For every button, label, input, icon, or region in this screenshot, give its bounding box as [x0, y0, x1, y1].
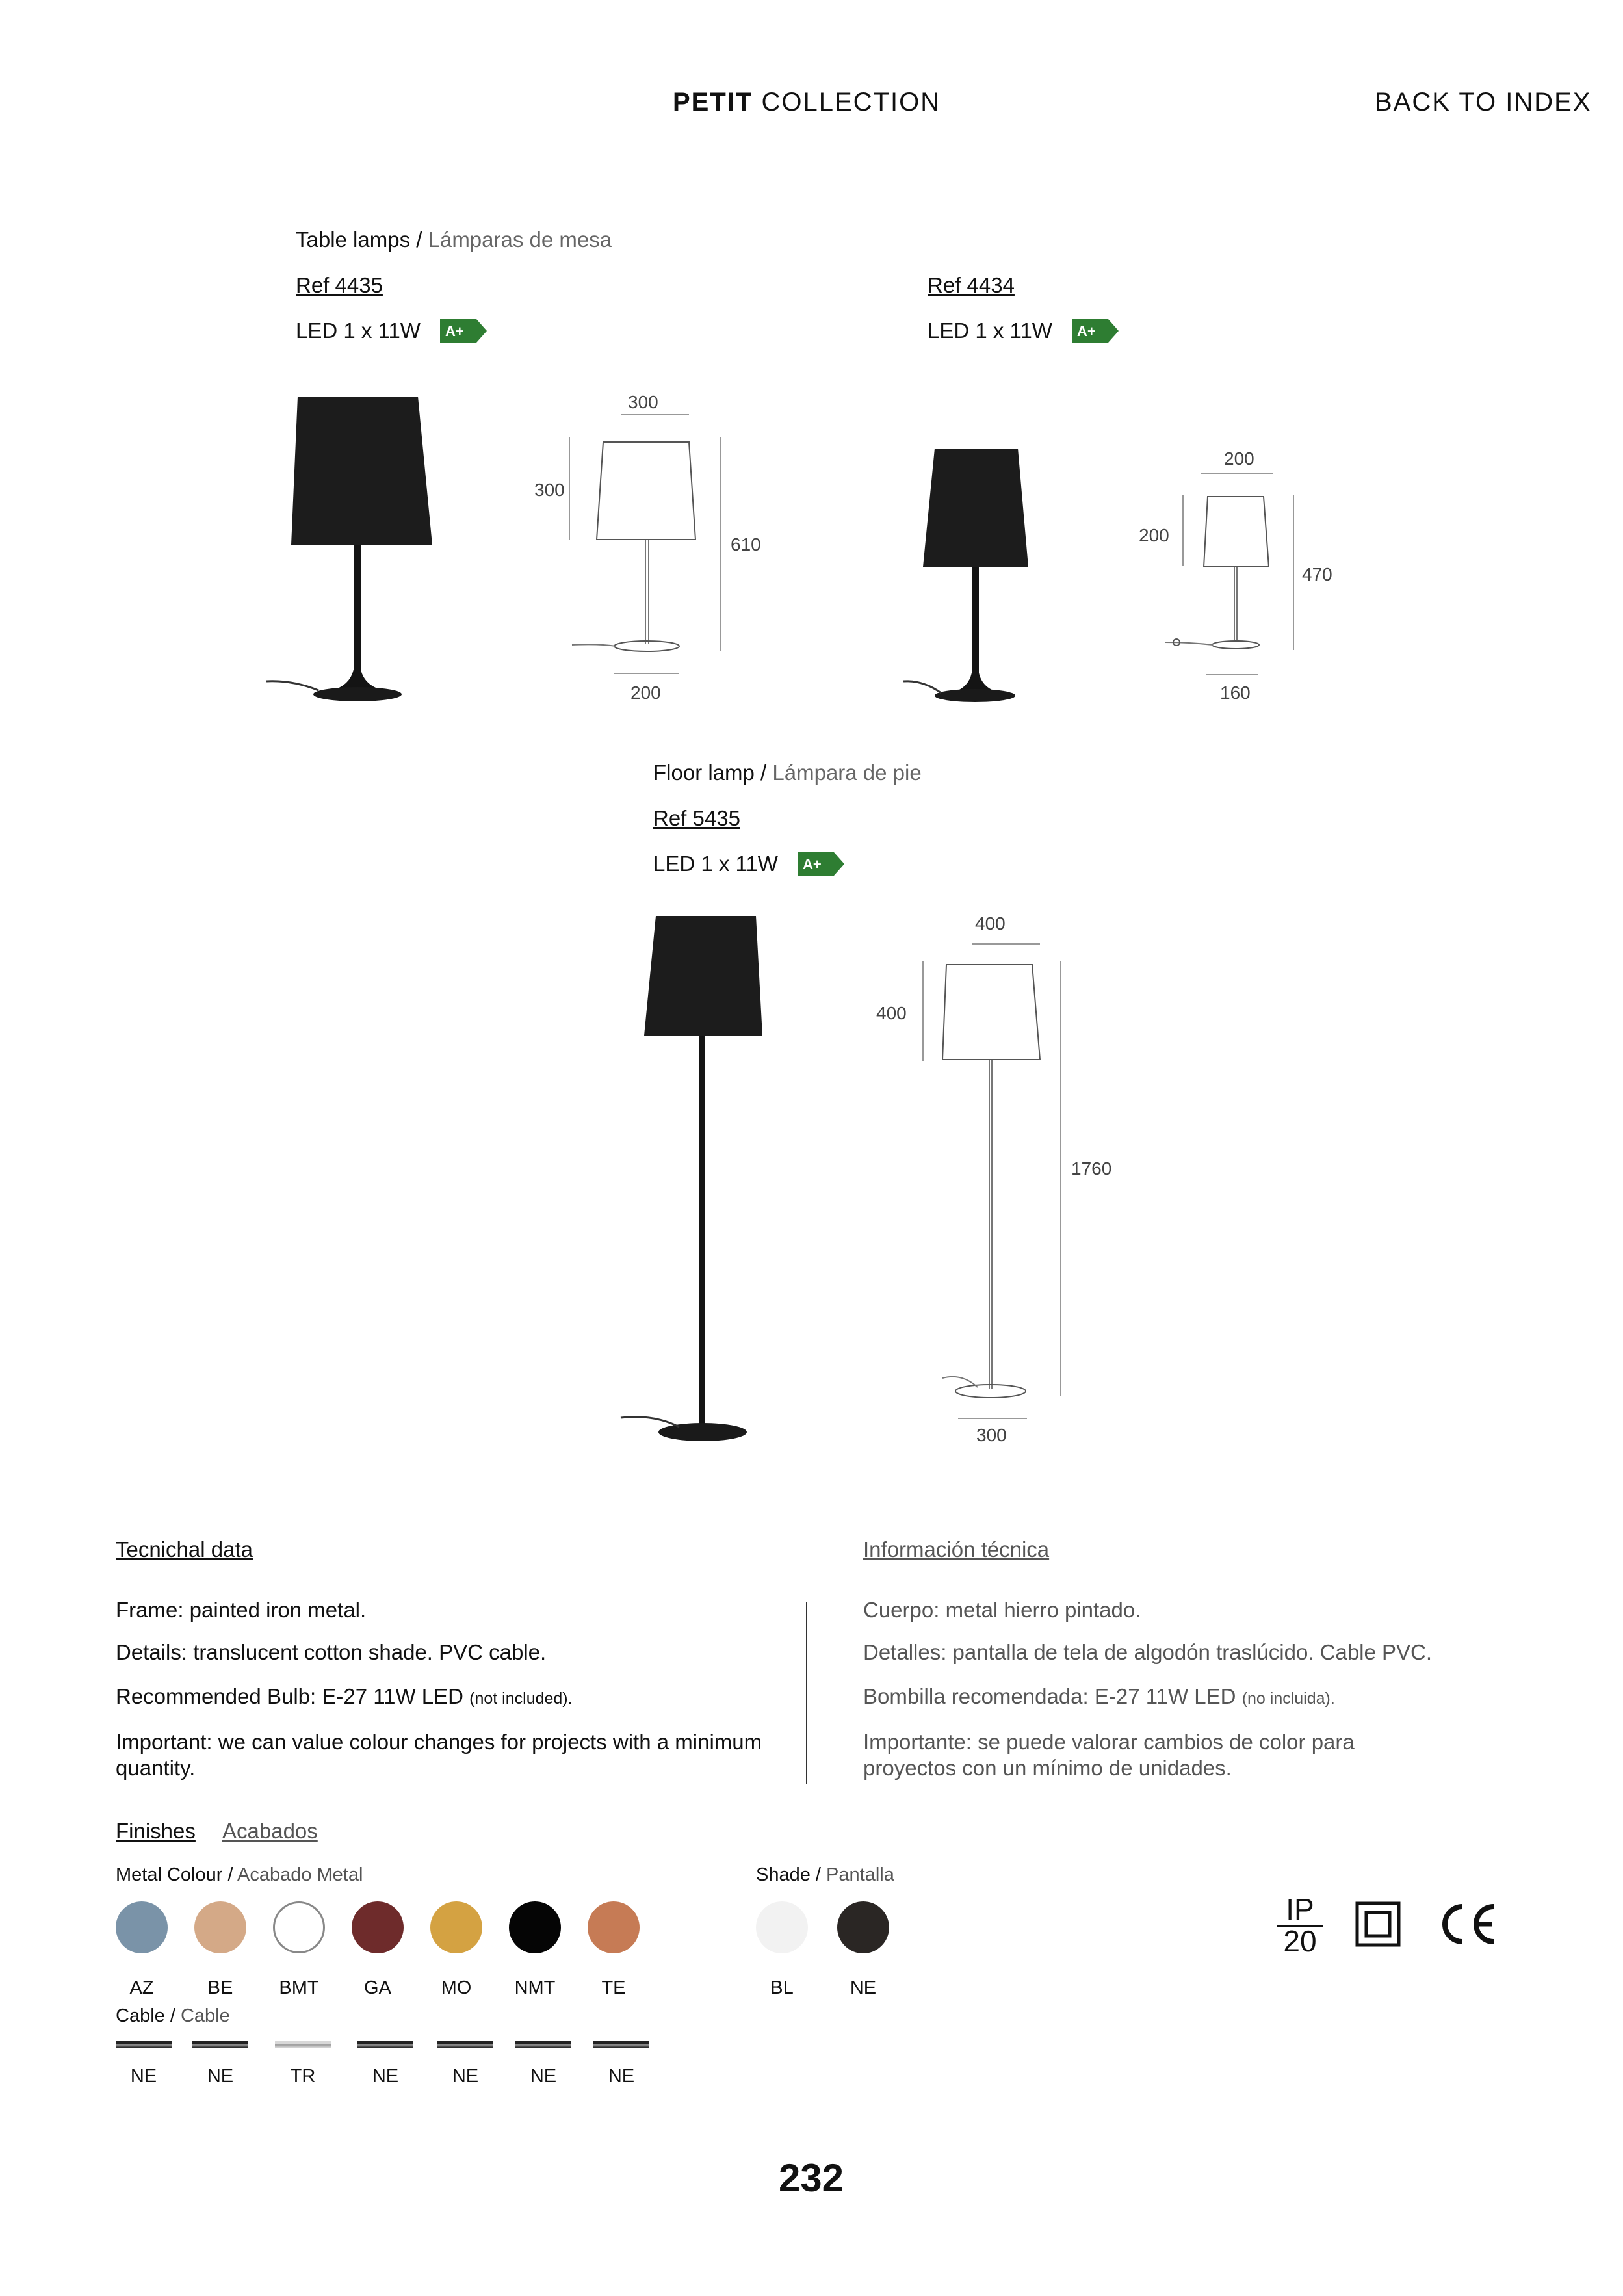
dim-base: 300: [976, 1425, 1007, 1445]
cable-swatch-ne: [116, 2041, 172, 2048]
cable-code: NE: [452, 2066, 479, 2087]
ref-4435-link[interactable]: Ref 4435: [296, 273, 383, 297]
cable-code: TR: [290, 2066, 316, 2087]
floor-lamp-title: Floor lamp / Lámpara de pie: [653, 761, 922, 785]
swatch-code: MO: [441, 1977, 472, 1998]
metal-colour-label: Metal Colour / Acabado Metal: [116, 1864, 363, 1885]
energy-badge: [798, 852, 844, 876]
lamp-4434-photo: [903, 442, 1066, 709]
tech-details-en: Details: translucent cotton shade. PVC cable.: [116, 1640, 547, 1664]
technical-data-heading: Tecnichal data: [116, 1537, 253, 1561]
lamp-4434-drawing: [1150, 455, 1365, 715]
svg-text:A+: A+: [445, 323, 464, 339]
table-lamps-title: Table lamps / Lámparas de mesa: [296, 228, 612, 252]
tech-important-en: Important: we can value colour changes for projects with a minimum quantity.: [116, 1730, 762, 1780]
dim-base: 160: [1220, 683, 1251, 703]
shade-label: Shade / Pantalla: [756, 1864, 894, 1885]
swatch-code: NE: [850, 1977, 877, 1998]
cable-code: NE: [372, 2066, 399, 2087]
led-spec-5435: LED 1 x 11W A+: [653, 852, 844, 876]
swatch-nmt: [509, 1901, 561, 1953]
cable-code: NE: [207, 2066, 234, 2087]
dim-shade-width: 300: [628, 392, 658, 412]
swatch-ne: [837, 1901, 889, 1953]
cable-label: Cable / Cable: [116, 2005, 230, 2026]
swatch-bl: [756, 1901, 808, 1953]
swatch-bmt: [273, 1901, 325, 1953]
cable-swatch-ne: [515, 2041, 571, 2048]
dim-total-height: 610: [731, 534, 761, 554]
acabados-heading: Acabados: [222, 1819, 318, 1843]
class-ii-icon: [1355, 1901, 1401, 1947]
dim-total-height: 470: [1302, 564, 1332, 584]
tech-important-es: Importante: se puede valorar cambios de color para proyectos con un mínimo de unidades.: [863, 1730, 1355, 1780]
dim-shade-width: 400: [975, 913, 1006, 933]
swatch-be: [194, 1901, 246, 1953]
ce-mark-icon: [1436, 1901, 1501, 1947]
dim-base: 200: [630, 683, 661, 703]
ip20-icon: IP 20: [1277, 1895, 1323, 1955]
svg-text:A+: A+: [1076, 323, 1096, 339]
tech-frame-en: Frame: painted iron metal.: [116, 1598, 367, 1622]
swatch-mo: [430, 1901, 482, 1953]
cable-code: NE: [130, 2066, 157, 2087]
swatch-code: NMT: [514, 1977, 556, 1998]
cable-swatch-tr: [275, 2041, 331, 2048]
page-number: 232: [778, 2156, 844, 2200]
swatch-code: BE: [207, 1977, 233, 1998]
svg-text:A+: A+: [802, 856, 822, 872]
ref-5435-link[interactable]: Ref 5435: [653, 806, 740, 830]
column-divider: [806, 1602, 807, 1784]
cable-code: NE: [608, 2066, 635, 2087]
led-spec-4434: LED 1 x 11W A+: [928, 319, 1119, 343]
cable-swatch-ne: [437, 2041, 493, 2048]
swatch-az: [116, 1901, 168, 1953]
tech-bulb-en: Recommended Bulb: E-27 11W LED (not included).: [116, 1684, 573, 1708]
floor-lamp-drawing: [910, 923, 1105, 1443]
dim-shade-width: 200: [1224, 449, 1254, 469]
informacion-tecnica-heading: Información técnica: [863, 1537, 1050, 1561]
tech-bulb-es: Bombilla recomendada: E-27 11W LED (no incluida).: [863, 1684, 1335, 1708]
tech-frame-es: Cuerpo: metal hierro pintado.: [863, 1598, 1141, 1622]
swatch-te: [588, 1901, 640, 1953]
collection-title: PETIT COLLECTION: [673, 88, 941, 116]
floor-lamp-photo: [614, 907, 770, 1453]
energy-badge: [440, 319, 487, 343]
led-spec-4435: LED 1 x 11W A+: [296, 319, 487, 343]
finishes-heading: Finishes: [116, 1819, 196, 1843]
swatch-code: AZ: [129, 1977, 154, 1998]
cable-swatch-ne: [593, 2041, 649, 2048]
dim-shade-height: 400: [876, 1003, 907, 1023]
cable-swatch-ne: [192, 2041, 248, 2048]
cable-code: NE: [530, 2066, 557, 2087]
back-to-index-link[interactable]: BACK TO INDEX: [1375, 88, 1592, 116]
swatch-code: GA: [364, 1977, 391, 1998]
swatch-ga: [352, 1901, 404, 1953]
dim-shade-height: 200: [1139, 525, 1169, 545]
cable-swatch-ne: [357, 2041, 413, 2048]
swatch-code: TE: [601, 1977, 626, 1998]
swatch-code: BL: [770, 1977, 794, 1998]
dim-shade-height: 300: [534, 480, 565, 500]
energy-badge: [1072, 319, 1119, 343]
swatch-code: BMT: [279, 1977, 319, 1998]
lamp-4435-photo: [266, 390, 435, 709]
dim-total-height: 1760: [1071, 1158, 1112, 1179]
tech-details-es: Detalles: pantalla de tela de algodón traslúcido. Cable PVC.: [863, 1640, 1433, 1664]
ref-4434-link[interactable]: Ref 4434: [928, 273, 1015, 297]
